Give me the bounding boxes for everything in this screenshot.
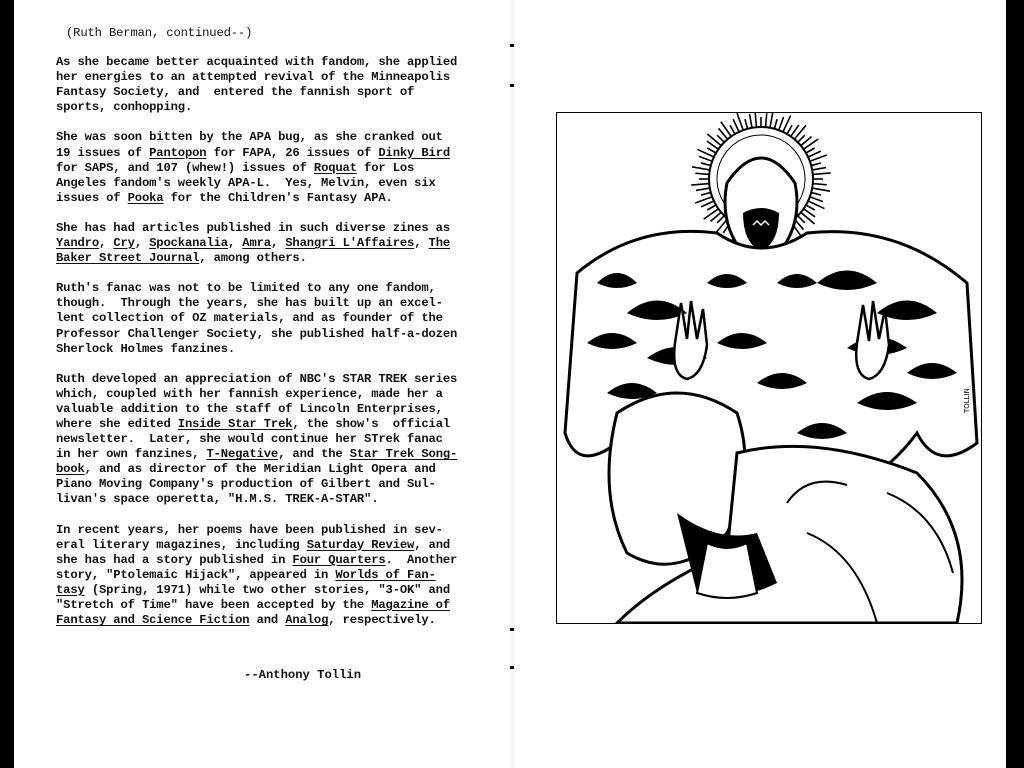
margin-mark: [510, 44, 514, 47]
text-run: . Another story, "Ptolemaic Hijack", appeared in: [56, 552, 458, 582]
author-signature: --Anthony Tollin: [244, 668, 362, 682]
text-run: In recent years, her poems have been published in sev- eral literary magazines, including: [56, 522, 443, 552]
underlined-title: Dinky Bird: [378, 145, 451, 160]
underlined-title: Worlds of Fan- tasy: [56, 567, 436, 597]
article-column: [56, 26, 496, 643]
scan-edge-right: [1006, 0, 1024, 768]
underlined-title: The Baker Street Journal: [56, 236, 451, 266]
text-run: She was soon bitten by the APA bug, as she cranked out 19 issues of: [56, 130, 443, 160]
underlined-title: Cry: [113, 236, 135, 251]
text-run: for SAPS, and 107 (whew!) issues of: [56, 160, 307, 175]
underlined-title: T-Negative: [206, 447, 279, 462]
paragraph-3: [56, 221, 496, 266]
text-run: ,: [270, 236, 286, 251]
right-page: [516, 0, 1006, 768]
text-run: for Los Angeles fandom's weekly APA-L. Yes, Melvin, even six issues of: [56, 160, 436, 205]
paragraph-2: [56, 130, 496, 205]
text-run: ,: [134, 236, 150, 251]
left-page: [14, 0, 510, 768]
page-gutter: [509, 0, 516, 768]
underlined-title: Spockanalia: [149, 236, 228, 251]
text-run: , and the: [278, 447, 350, 462]
text-run: , respectively.: [328, 613, 436, 628]
scan-edge-left: [0, 0, 14, 768]
text-run: ,: [227, 236, 243, 251]
underlined-title: Pooka: [127, 190, 164, 205]
text-run: for FAPA, 26 issues of: [206, 145, 379, 160]
underlined-title: Shangri L'Affaires: [285, 236, 415, 251]
text-run: As she became better acquainted with fandom, she applied her energies to an attempted revival of the Minneapolis Fantasy Society, and entered the fannish sport of sports, conhopping.: [56, 55, 458, 115]
underlined-title: Analog: [285, 613, 329, 628]
underlined-title: Yandro: [56, 236, 99, 251]
paragraph-5: [56, 372, 496, 508]
paragraph-1: [56, 55, 496, 115]
text-run: , and as director of the Meridian Light Opera and Piano Moving Company's production of Gilbert and Sul- livan's space operetta, "H.M.S. TREK-A-STAR".: [56, 462, 436, 507]
text-run: Ruth's fanac was not to be limited to any one fandom, though. Through the years, she has built up an excel- lent collection of OZ materials, and as founder of the Professor Challenger Society, she published half-a-dozen Sherlock Holmes fanzines.: [56, 281, 458, 356]
underlined-title: Inside Star Trek: [177, 416, 293, 431]
paragraph-6: [56, 523, 496, 629]
underlined-title: Roquat: [313, 160, 357, 175]
text-run: She has had articles published in such diverse zines as: [56, 220, 451, 235]
text-run: ,: [98, 236, 114, 251]
underlined-title: Amra: [242, 236, 271, 251]
text-run: ,: [414, 236, 429, 251]
text-run: and: [249, 613, 286, 628]
illustration: [556, 112, 982, 624]
margin-mark: [510, 666, 514, 669]
continuation-header: (Ruth Berman, continued--): [66, 26, 253, 40]
margin-mark: [510, 628, 514, 631]
margin-mark: [510, 84, 514, 87]
paragraph-4: [56, 281, 496, 356]
text-run: , and she has had a story published in: [56, 537, 451, 567]
svg-text:TOLLIN: TOLLIN: [963, 388, 971, 413]
text-run: , among others.: [199, 251, 307, 266]
underlined-title: Magazine of Fantasy and Science Fiction: [56, 598, 451, 628]
text-run: (Spring, 1971) while two other stories, "3-OK" and "Stretch of Time" have been accepted by the: [56, 582, 451, 612]
text-run: , the show's official newsletter. Later, she would continue her STrek fanac in her own fanzines,: [56, 416, 451, 462]
illustration-drawing: [557, 113, 981, 623]
underlined-title: Star Trek Song- book: [56, 447, 458, 477]
text-run: Ruth developed an appreciation of NBC's STAR TREK series which, coupled with her fannish experience, made her a valuable addition to the staff of Lincoln Enterprises, where she edited: [56, 371, 458, 431]
underlined-title: Four Quarters: [292, 552, 386, 567]
underlined-title: Saturday Review: [306, 537, 415, 552]
text-run: for the Children's Fantasy APA.: [163, 190, 393, 205]
underlined-title: Pantopon: [149, 145, 207, 160]
